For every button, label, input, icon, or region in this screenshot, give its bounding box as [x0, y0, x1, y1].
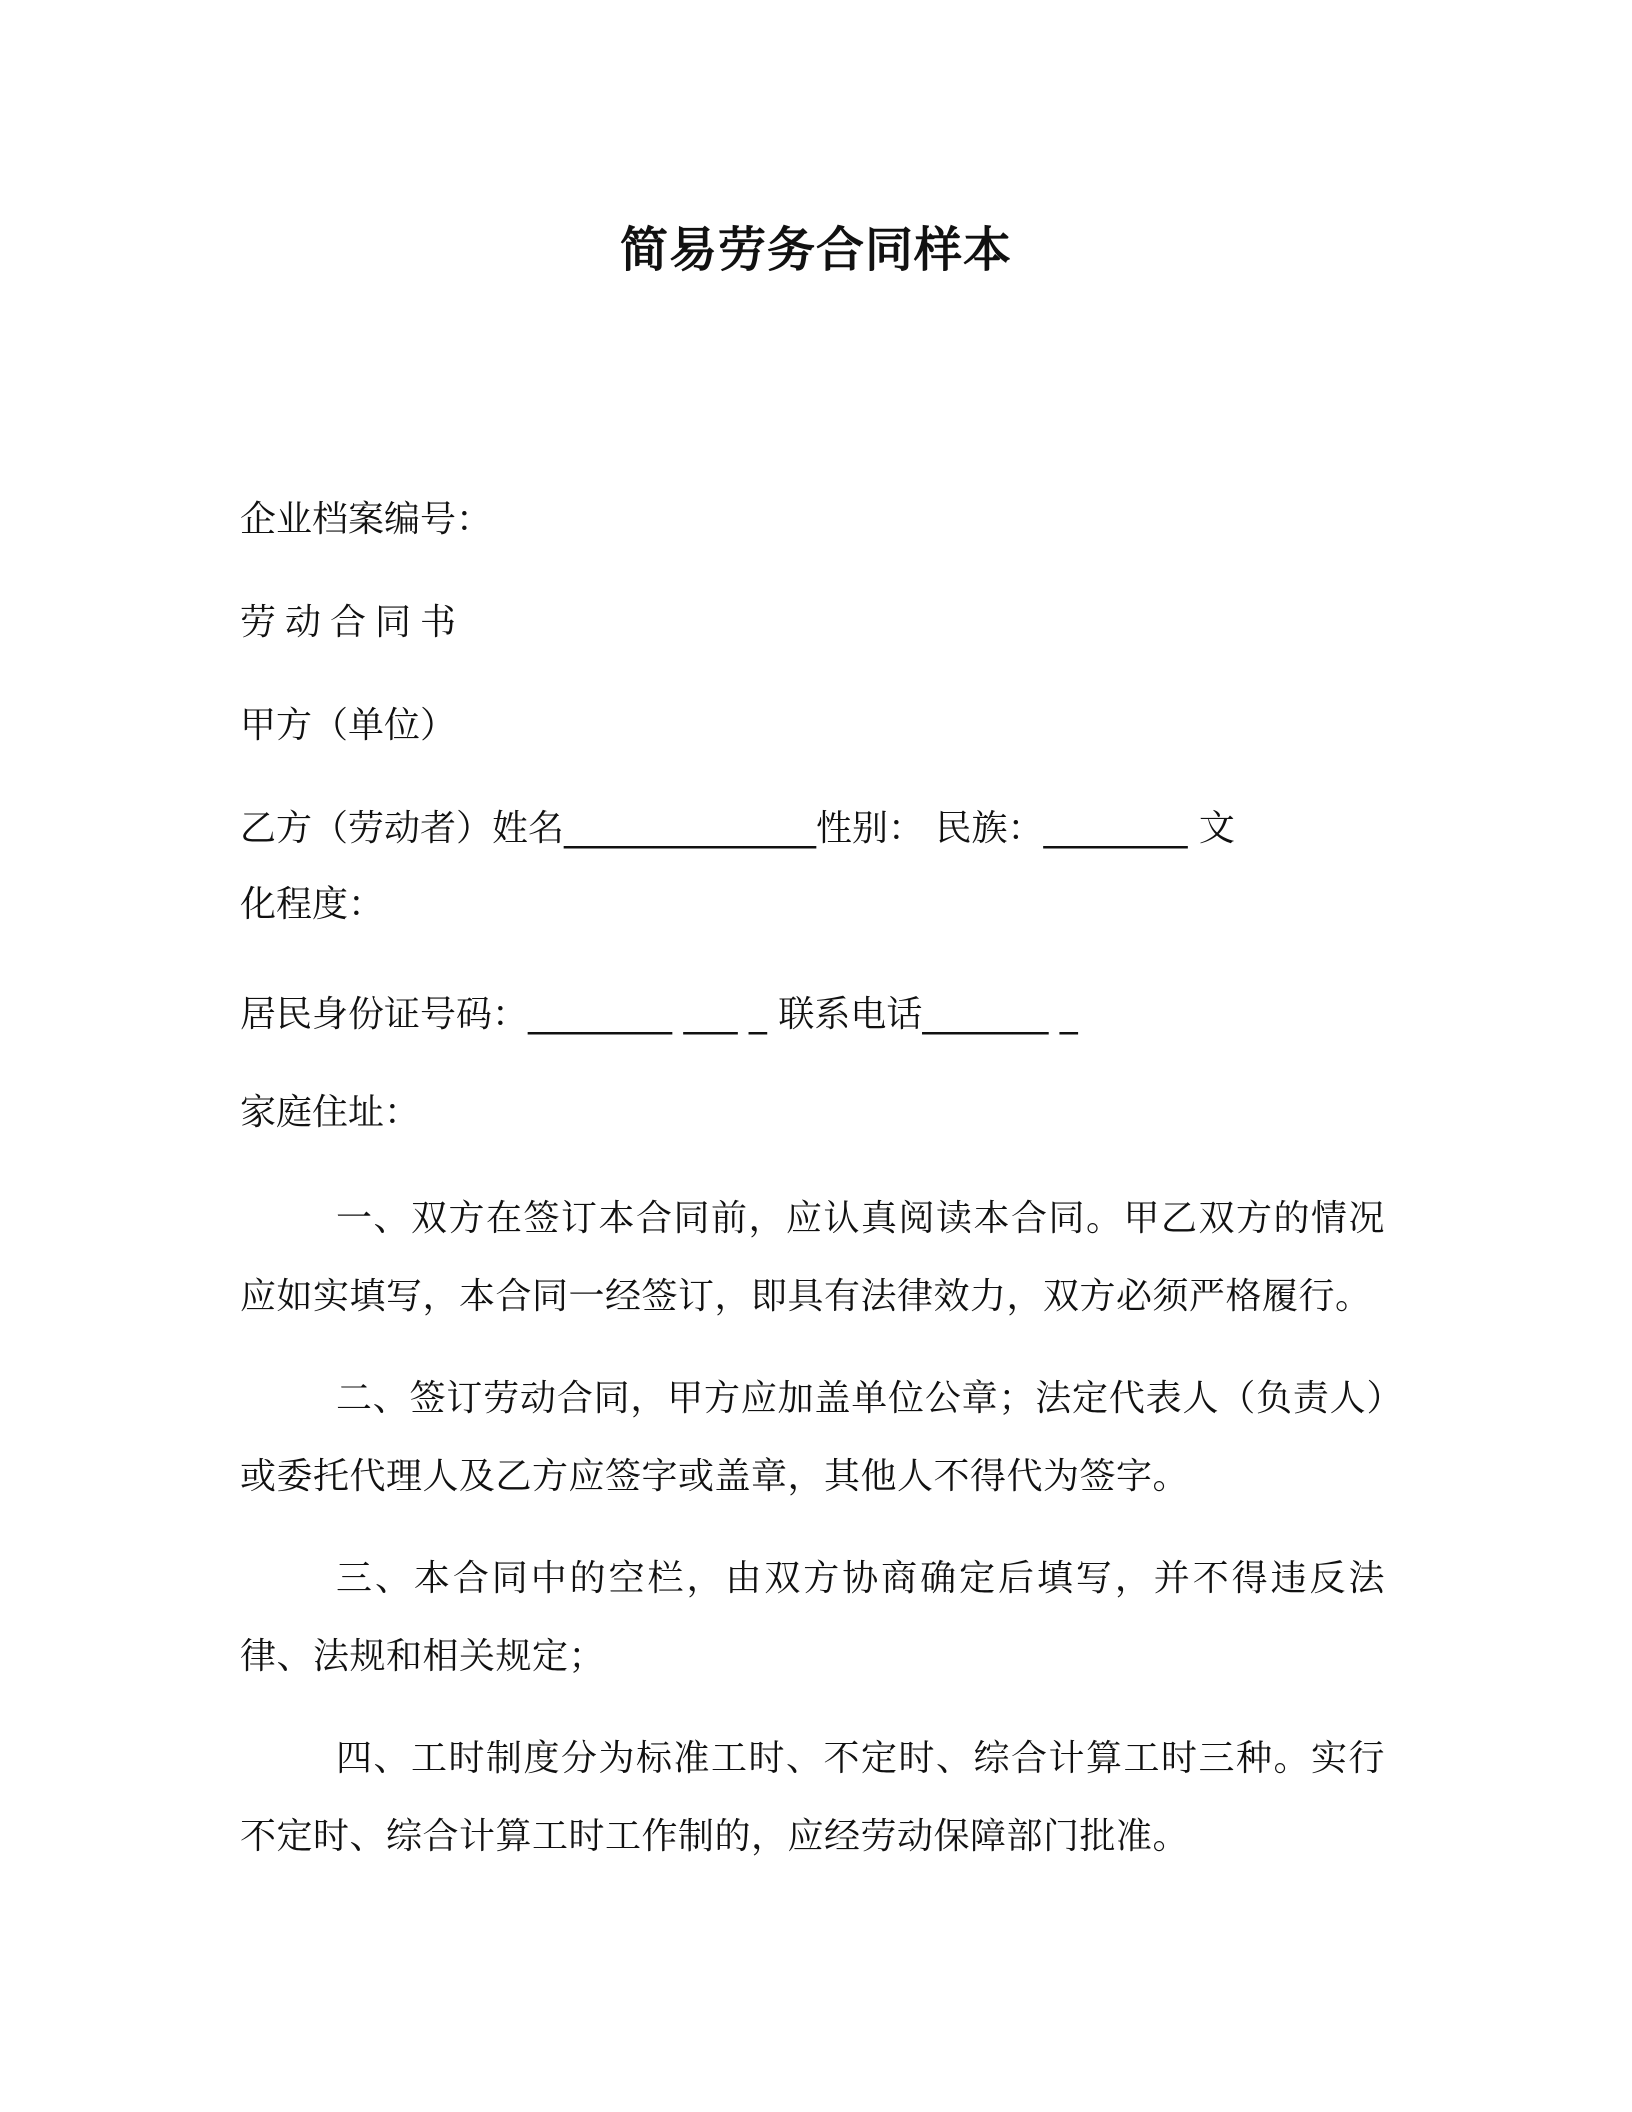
contract-name: 劳动合同书: [240, 602, 466, 643]
party-b-line-continued: 化程度：: [240, 884, 385, 925]
clause-4: 四、工时制度分为标准工时、不定时、综合计算工时三种。实行不定时、综合计算工时工作制的，应经劳动保障部门批准。: [240, 1738, 1385, 1857]
clause-3: 三、本合同中的空栏，由双方协商确定后填写，并不得违反法律、法规和相关规定；: [240, 1558, 1385, 1677]
clause-1: 一、双方在签订本合同前，应认真阅读本合同。甲乙双方的情况应如实填写，本合同一经签订，即具有法律效力，双方必须严格履行。: [240, 1198, 1385, 1317]
party-a-label: 甲方（单位）: [240, 705, 457, 746]
party-b-line: 乙方（劳动者）姓名______________性别： 民族：________ 文: [240, 808, 1235, 849]
document-title: 简易劳务合同样本: [619, 222, 1012, 278]
clause-2: 二、签订劳动合同，甲方应加盖单位公章；法定代表人（负责人）或委托代理人及乙方应签字或盖章，其他人不得代为签字。: [240, 1378, 1385, 1497]
id-phone-line: 居民身份证号码：________ ___ _ 联系电话_______ _: [240, 994, 1078, 1035]
address-label: 家庭住址：: [240, 1092, 421, 1133]
file-number-label: 企业档案编号：: [240, 499, 493, 540]
